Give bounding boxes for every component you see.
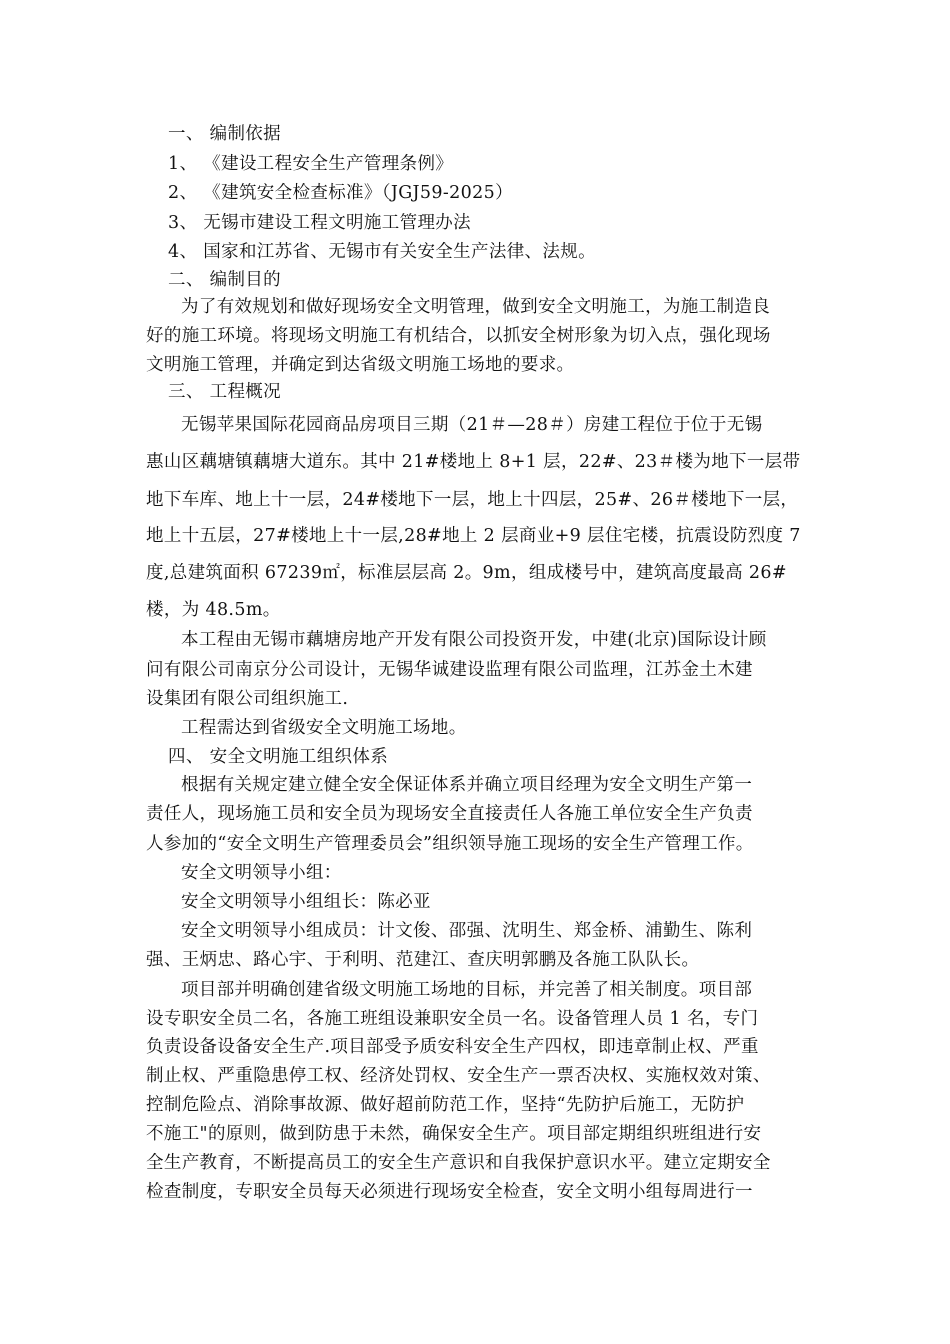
parties-line: 问有限公司南京分公司设计，无锡华诚建设监理有限公司监理，江苏金土木建 (146, 660, 753, 680)
policy-line: 检查制度，专职安全员每天必须进行现场安全检查，安全文明小组每周进行一 (146, 1182, 753, 1202)
organization-line: 责任人，现场施工员和安全员为现场安全直接责任人各施工单位安全生产负责 (146, 804, 753, 824)
group-title: 安全文明领导小组： (181, 863, 342, 883)
overview-line: 无锡苹果国际花园商品房项目三期（21＃—28＃）房建工程位于位于无锡 (181, 415, 763, 435)
purpose-line: 文明施工管理，并确定到达省级文明施工场地的要求。 (146, 355, 575, 375)
section-heading-organization: 四、 安全文明施工组织体系 (168, 747, 389, 767)
basis-item: 3、 无锡市建设工程文明施工管理办法 (168, 213, 471, 233)
organization-line: 人参加的“安全文明生产管理委员会”组织领导施工现场的安全生产管理工作。 (146, 834, 754, 854)
group-members-line: 安全文明领导小组成员：计文俊、邵强、沈明生、郑金桥、浦勤生、陈利 (181, 921, 753, 941)
overview-line: 地下车库、地上十一层，24#楼地下一层，地上十四层，25#、26＃楼地下一层， (146, 490, 799, 510)
organization-line: 根据有关规定建立健全安全保证体系并确立项目经理为安全文明生产第一 (181, 775, 753, 795)
basis-item: 2、 《建筑安全检查标准》（JGJ59-2025） (168, 183, 513, 203)
project-goal: 工程需达到省级安全文明施工场地。 (181, 718, 467, 738)
section-heading-overview: 三、 工程概况 (168, 382, 282, 402)
parties-line: 设集团有限公司组织施工. (146, 689, 349, 709)
policy-line: 不施工"的原则，做到防患于未然，确保安全生产。项目部定期组织班组进行安 (146, 1124, 762, 1144)
basis-item: 4、 国家和江苏省、无锡市有关安全生产法律、法规。 (168, 242, 596, 262)
policy-line: 制止权、严重隐患停工权、经济处罚权、安全生产一票否决权、实施权效对策、 (146, 1066, 771, 1086)
purpose-line: 为了有效规划和做好现场安全文明管理，做到安全文明施工，为施工制造良 (181, 297, 771, 317)
overview-line: 惠山区藕塘镇藕塘大道东。其中 21#楼地上 8+1 层，22#、23＃楼为地下一层带 (146, 452, 801, 472)
section-heading-purpose: 二、 编制目的 (168, 270, 282, 290)
overview-line: 地上十五层，27#楼地上十一层,28#地上 2 层商业+9 层住宅楼，抗震设防烈度 7 (146, 526, 801, 546)
parties-line: 本工程由无锡市藕塘房地产开发有限公司投资开发，中建(北京)国际设计顾 (181, 630, 767, 650)
purpose-line: 好的施工环境。将现场文明施工有机结合，以抓安全树形象为切入点，强化现场 (146, 326, 771, 346)
policy-line: 全生产教育，不断提高员工的安全生产意识和自我保护意识水平。建立定期安全 (146, 1153, 771, 1173)
overview-line: 楼，为 48.5m。 (146, 600, 281, 620)
policy-line: 负责设备设备安全生产.项目部受予质安科安全生产四权，即违章制止权、严重 (146, 1037, 759, 1057)
policy-line: 设专职安全员二名，各施工班组设兼职安全员一名。设备管理人员 1 名，专门 (146, 1009, 759, 1029)
basis-item: 1、 《建设工程安全生产管理条例》 (168, 154, 454, 174)
group-members-line: 强、王炳忠、路心宇、于利明、范建江、查庆明郭鹏及各施工队队长。 (146, 950, 700, 970)
group-leader: 安全文明领导小组组长：陈必亚 (181, 892, 431, 912)
overview-line: 度,总建筑面积 67239㎡，标准层层高 2。9m，组成楼号中，建筑高度最高 26# (146, 563, 787, 583)
policy-line: 项目部并明确创建省级文明施工场地的目标，并完善了相关制度。项目部 (181, 980, 753, 1000)
policy-line: 控制危险点、消除事故源、做好超前防范工作，坚持“先防护后施工，无防护 (146, 1095, 745, 1115)
section-heading-basis: 一、 编制依据 (168, 124, 282, 144)
